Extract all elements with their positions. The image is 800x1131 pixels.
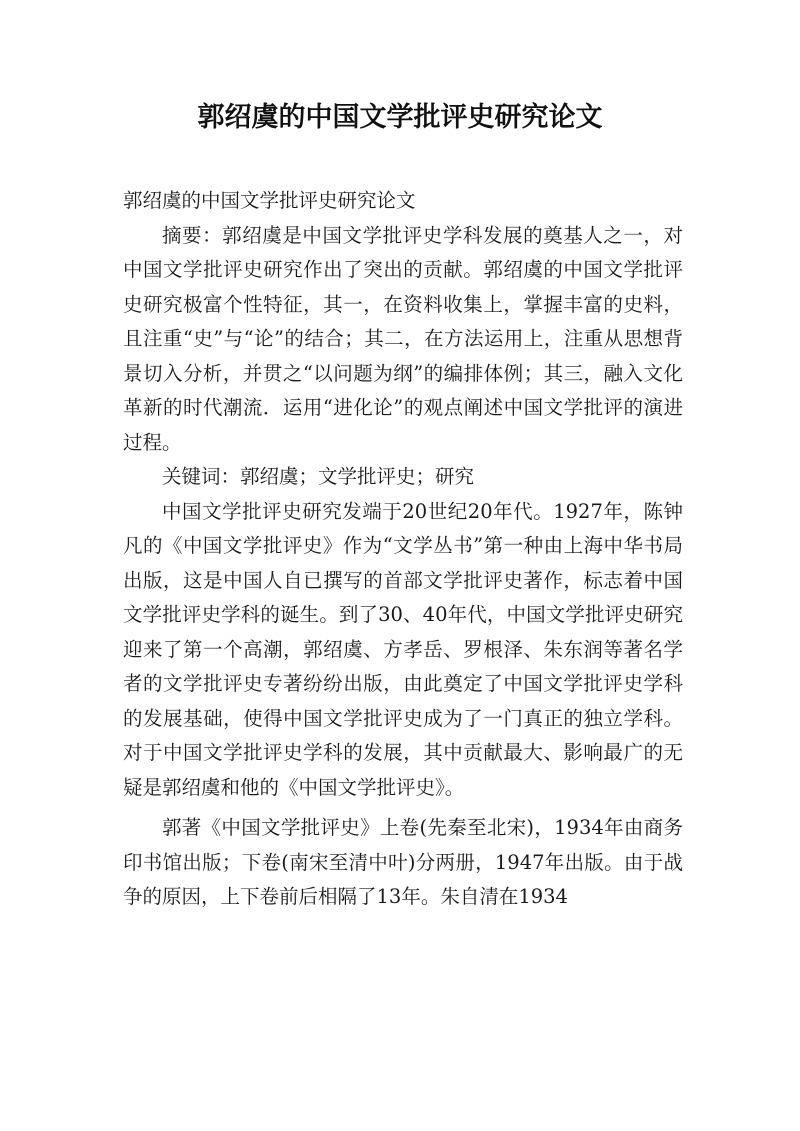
keywords-paragraph: 关键词：郭绍虞；文学批评史；研究 — [162, 465, 475, 488]
abstract-paragraph: 摘要：郭绍虞是中国文学批评史学科发展的奠基人之一，对中国文学批评史研究作出了突出的贡献。郭绍虞的中国文学批评史研究极富个性特征，其一，在资料收集上，掌握丰富的史料，且注重“史”与“论”的结合；其二，在方法运用上，注重从思想背景切入分析，并贯之“以问题为纲”的编排体例；其三，融入文化革新的时代潮流．运用“进化论”的观点阐述中国文学批评的演进过程。 — [123, 223, 683, 454]
document-body — [123, 184, 683, 915]
body-paragraph-1: 中国文学批评史研究发端于20世纪20年代。1927年，陈钟凡的《中国文学批评史》作为“文学丛书”第一种由上海中华书局出版，这是中国人自已撰写的首部文学批评史著作，标志着中国文学批评史学科的诞生。到了30、40年代，中国文学批评史研究迎来了第一个高潮，郭绍虞、方孝岳、罗根泽、朱东润等著名学者的文学批评史专著纷纷出版，由此奠定了中国文学批评史学科的发展基础，使得中国文学批评史成为了一门真正的独立学科。对于中国文学批评史学科的发展，其中贡献最大、影响最广的无疑是郭绍虞和他的《中国文学批评史》。 — [123, 499, 683, 799]
document-subtitle: 郭绍虞的中国文学批评史研究论文 — [123, 189, 416, 212]
body-paragraph-2: 郭著《中国文学批评史》上卷(先秦至北宋)，1934年由商务印书馆出版；下卷(南宋至清中叶)分两册，1947年出版。由于战争的原因，上下卷前后相隔了13年。朱自清在1934 — [123, 816, 683, 908]
document-title: 郭绍虞的中国文学批评史研究论文 — [197, 102, 603, 133]
